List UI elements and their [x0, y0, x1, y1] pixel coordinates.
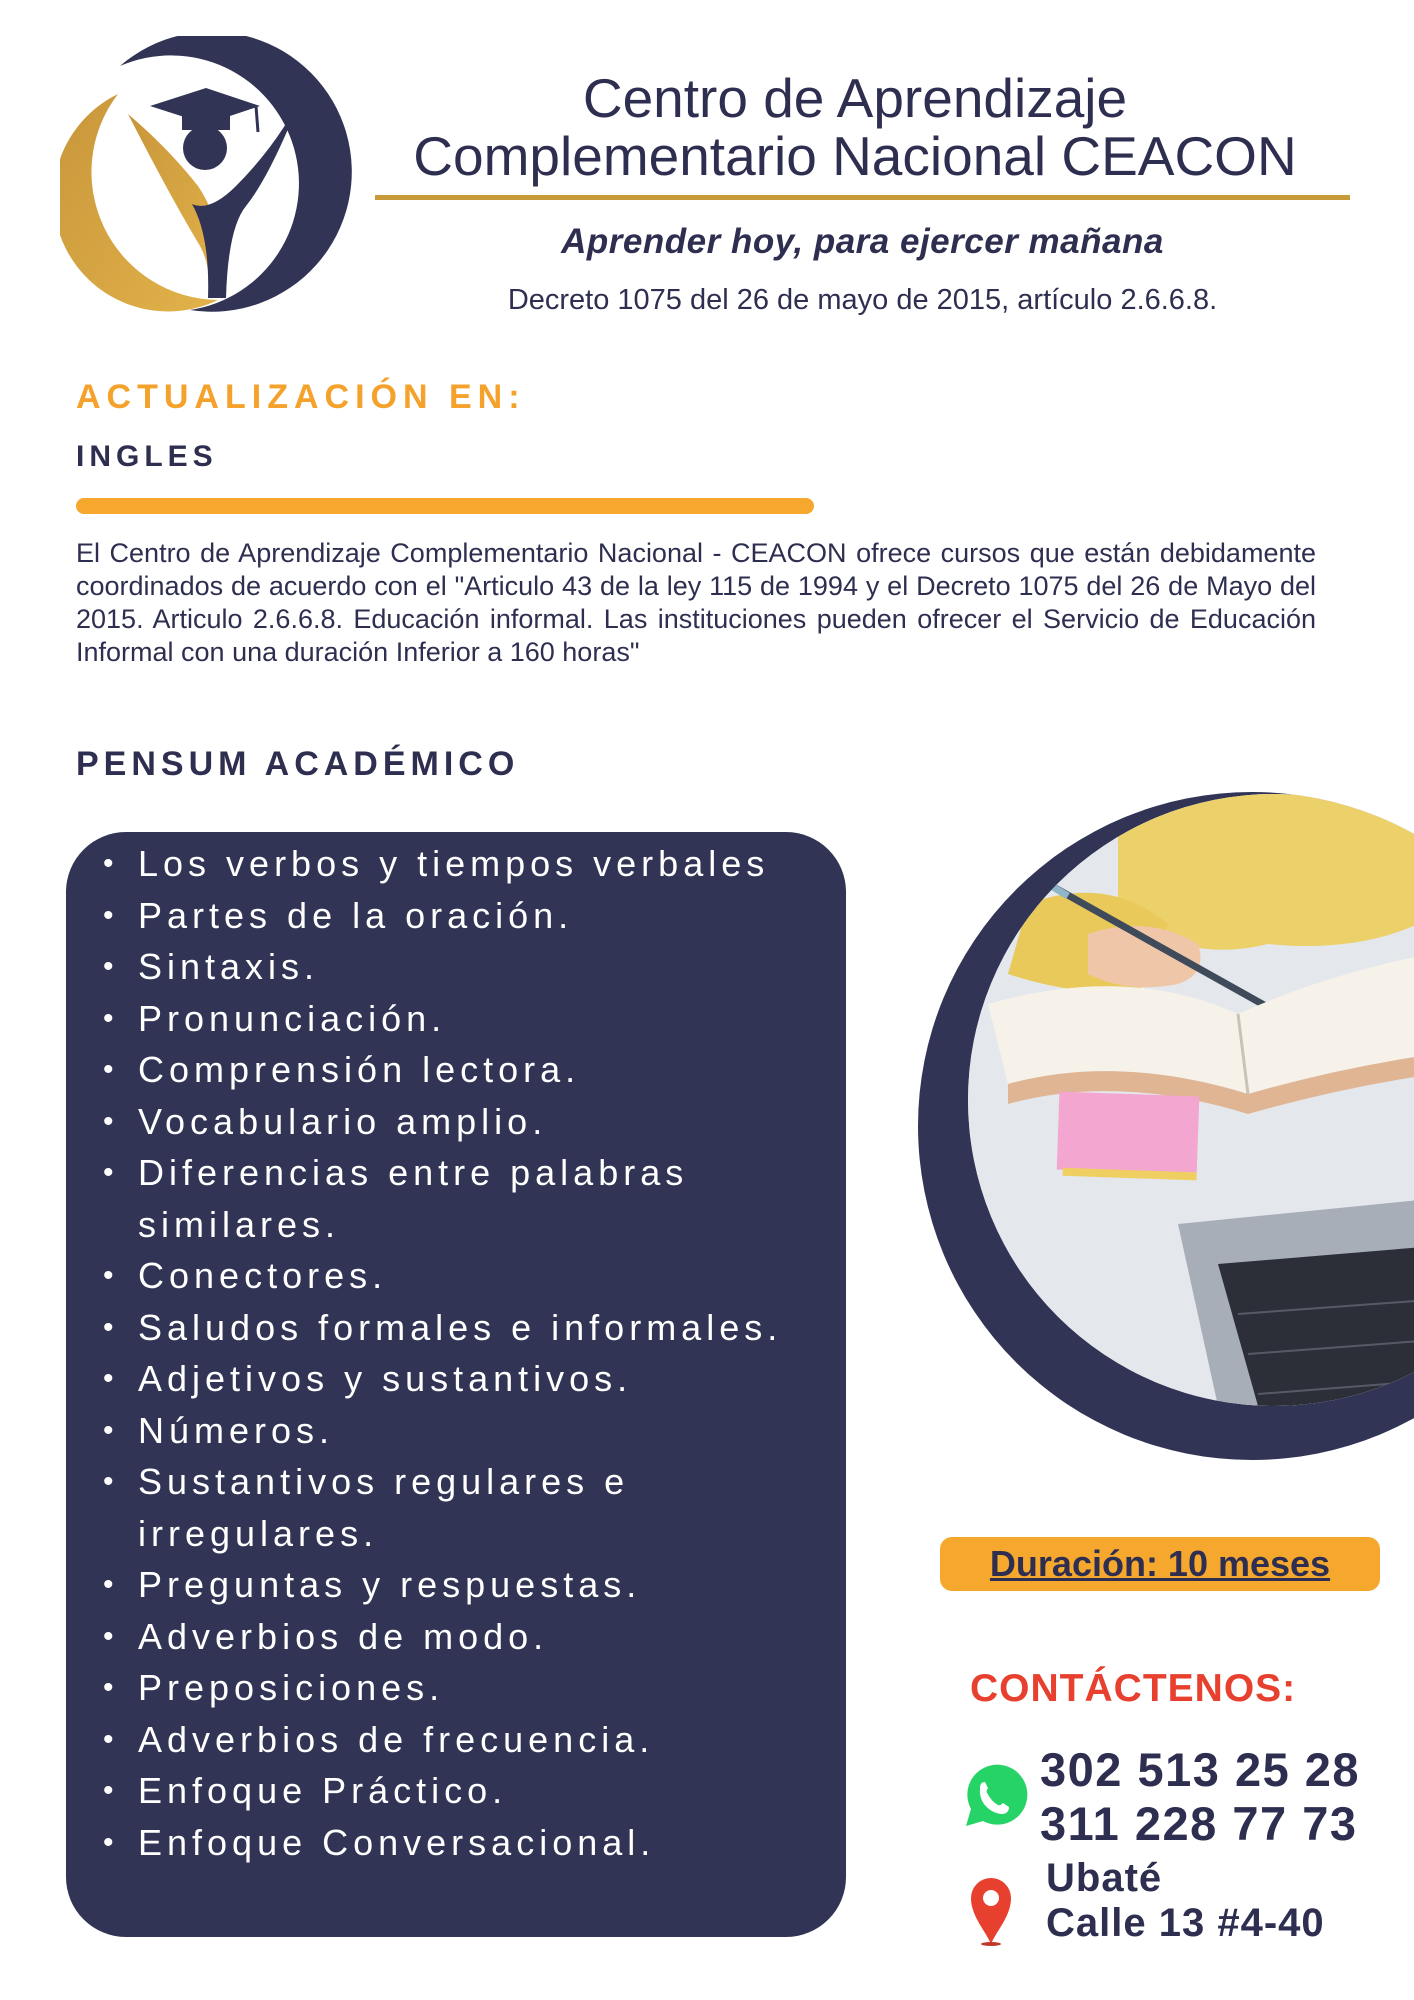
- list-item: • Adverbios de modo.: [138, 1611, 818, 1663]
- pensum-list: [66, 832, 846, 1868]
- list-item: • Sustantivos regulares e irregulares.: [138, 1456, 718, 1559]
- list-item: • Adverbios de frecuencia.: [138, 1714, 818, 1766]
- whatsapp-icon: [954, 1760, 1030, 1836]
- section-heading: ACTUALIZACIÓN EN:: [76, 378, 526, 416]
- title-divider: [375, 195, 1350, 200]
- duration-badge: Duración: 10 meses: [940, 1537, 1380, 1591]
- tagline: Aprender hoy, para ejercer mañana: [561, 222, 1164, 261]
- address-city: Ubaté: [1046, 1856, 1163, 1900]
- list-item: • Diferencias entre palabras similares.: [138, 1147, 738, 1250]
- list-item: • Enfoque Práctico.: [138, 1765, 818, 1817]
- list-item: • Saludos formales e informales.: [138, 1302, 818, 1354]
- list-item: • Adjetivos y sustantivos.: [138, 1353, 818, 1405]
- ceacon-logo: [60, 36, 356, 318]
- list-item: • Enfoque Conversacional.: [138, 1817, 818, 1869]
- photo-image: [968, 794, 1414, 1406]
- contact-heading: CONTÁCTENOS:: [970, 1667, 1297, 1710]
- phone-1[interactable]: 302 513 25 28: [1040, 1743, 1361, 1796]
- list-item: • Sintaxis.: [138, 941, 818, 993]
- list-item: • Preposiciones.: [138, 1662, 818, 1714]
- orange-divider: [76, 498, 814, 514]
- photo-frame: [918, 792, 1414, 1460]
- title-line-2: Complementario Nacional CEACON: [413, 125, 1297, 187]
- pensum-heading: PENSUM ACADÉMICO: [76, 745, 520, 783]
- list-item: • Vocabulario amplio.: [138, 1096, 818, 1148]
- study-photo: [918, 792, 1414, 1460]
- intro-paragraph: El Centro de Aprendizaje Complementario Nacional - CEACON ofrece cursos que están debidamente coordinados de acuerdo con el "Articulo 43 de la ley 115 de 1994 y el Decreto 1075 del 26 de Mayo del 2015. Articulo 2.6.6.8. Educación informal. Las instituciones pueden ofrecer el Servicio de Educación Informal con una duración Inferior a 160 horas": [76, 538, 1316, 667]
- address-street: Calle 13 #4-40: [1046, 1901, 1325, 1945]
- list-item: • Comprensión lectora.: [138, 1044, 818, 1096]
- study-scene-illustration: [968, 794, 1414, 1406]
- list-item: • Pronunciación.: [138, 993, 818, 1045]
- decreto-text: Decreto 1075 del 26 de mayo de 2015, artículo 2.6.6.8.: [507, 284, 1218, 316]
- list-item: • Los verbos y tiempos verbales: [138, 838, 818, 890]
- phone-2[interactable]: 311 228 77 73: [1040, 1797, 1358, 1850]
- title-line-1: Centro de Aprendizaje: [582, 67, 1128, 129]
- list-item: • Partes de la oración.: [138, 890, 818, 942]
- list-item: • Números.: [138, 1405, 818, 1457]
- pensum-panel: [66, 832, 846, 1937]
- location-pin-icon: [967, 1874, 1015, 1946]
- list-item: • Preguntas y respuestas.: [138, 1559, 818, 1611]
- list-item: • Conectores.: [138, 1250, 818, 1302]
- subject-label: INGLES: [76, 440, 218, 473]
